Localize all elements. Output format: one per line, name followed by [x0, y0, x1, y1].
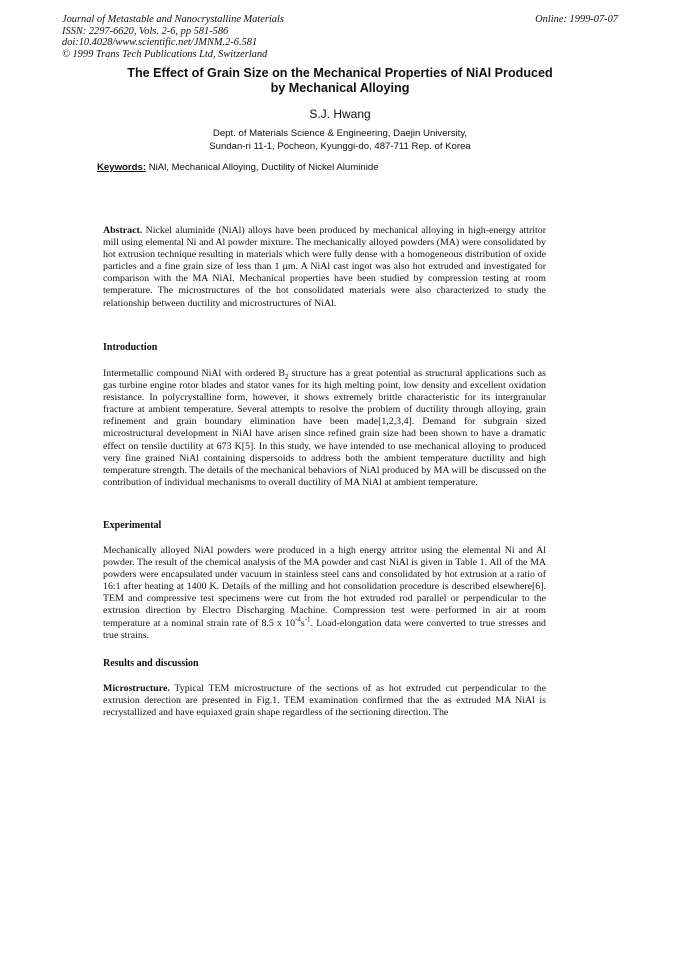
- journal-name: Journal of Metastable and Nanocrystalline Materials: [62, 14, 284, 25]
- exp-unit-s: s: [300, 617, 305, 629]
- doi-line[interactable]: doi:10.4028/www.scientific.net/JMNM.2-6.581: [62, 37, 258, 49]
- abstract-label: Abstract.: [103, 225, 143, 236]
- title-line-2: by Mechanical Alloying: [270, 81, 410, 95]
- intro-text-b: structure has a great potential as structural applications such as gas turbine engine rotor blades and stator vanes for its high melting point, low density and excellent oxidation resistance. In polycrystalline form, however, it shows extremely brittle characteristic for its intergranular fracture at ambient temperature. Several attempts to resolve the problem of ductility through alloying, grain refinement and grain boundary elimination have been made[1,2,3,4]. Demand for subgrain sized microstructural development in NiAl have arisen since refined grain size had been shown to have a dramatic effect on tensile ductility at 673 K[5]. In this study, we have intended to use mechanical alloying to produced very fine grained NiAl containing dispersoids to address both the ambient temperature ductility and high temperature strength. The details of the mechanical behaviors of NiAl produced by MA will be discussed on the contribution of individual mechanisms to overall ductility of MA NiAl at ambient temperature.: [103, 368, 547, 488]
- results-paragraph: [103, 683, 546, 719]
- experimental-paragraph: [103, 545, 546, 642]
- affiliation-line-2: Sundan-ri 11-1, Pocheon, Kyunggi-do, 487-711 Rep. of Korea: [209, 141, 471, 152]
- keywords-list: NiAl, Mechanical Alloying, Ductility of Nickel Aluminide: [148, 162, 379, 173]
- introduction-paragraph: [103, 368, 546, 489]
- author-name: S.J. Hwang: [309, 107, 371, 121]
- intro-text-a: Intermetallic compound NiAl with ordered B: [103, 368, 285, 379]
- issn-line: ISSN: 2297-6620, Vols. 2-6, pp 581-586: [62, 25, 229, 37]
- introduction-heading: Introduction: [103, 342, 158, 353]
- copyright-line: © 1999 Trans Tech Publications Ltd, Switzerland: [62, 48, 268, 60]
- keywords-line: [97, 162, 587, 173]
- keywords-label: Keywords:: [97, 162, 147, 173]
- exp-text-a: Mechanically alloyed NiAl powders were produced in a high energy attritor using the elemental Ni and Al powder. The result of the chemical analysis of the MA powder and cast NiAl is given in Table 1. All of the MA powders were encapsulated under vacuum in stainless steel cans and consolidated by hot extrusion at a ratio of 16:1 after heating at 1400 K. Details of the milling and hot consolidation procedure is described elsewhere[6]. TEM and compressive test specimens were cut from the hot extruded rod parallel or perpendicular to the extrusion direction by Electro Discharging Machine. Compression test were performed in air at room temperature at a nominal strain rate of 8.5 x 10: [103, 545, 546, 629]
- exp-superscript-1: -4: [295, 615, 301, 624]
- results-heading: Results and discussion: [103, 658, 199, 669]
- title-line-1: The Effect of Grain Size on the Mechanical Properties of NiAl Produced: [127, 66, 553, 80]
- abstract-paragraph: [103, 225, 546, 310]
- results-text: Typical TEM microstructure of the sections of as hot extruded cut perpendicular to the extrusion derection are presented in Fig.1. TEM examination confirmed that the as extruded MA NiAl is recrystallized and have equiaxed grain shape regardless of the sectioning direction. The: [103, 683, 546, 719]
- microstructure-label: Microstructure.: [103, 683, 170, 694]
- affiliation-line-1: Dept. of Materials Science & Engineering, Daejin University,: [212, 128, 468, 139]
- abstract-text: Nickel aluminide (NiAl) alloys have been produced by mechanical alloying in high-energy attritor mill using elemental Ni and Al powder mixture. The mechanically alloyed powders (MA) were consolidated by hot extrusion technique resulting in materials which were fully dense with a homogeneous distribution of oxide particles and a fine grain size of less than 1 μm. A NiAl cast ingot was also hot extruded and investigated for comparison with the MA NiAl. Mechanical properties have been studied by compression testing at room temperature. The microstructures of the hot consolidated materials were also characterized to study the relationship between ductility and microstructures of NiAl.: [103, 225, 546, 309]
- affiliation: [62, 127, 618, 153]
- exp-superscript-2: -1: [304, 615, 311, 624]
- intro-subscript: 2: [284, 372, 289, 381]
- exp-text-b: . Load-elongation data were converted to true stresses and true strains.: [103, 617, 546, 641]
- online-date: Online: 1999-07-07: [535, 14, 618, 25]
- running-header: [62, 14, 618, 60]
- experimental-heading: Experimental: [103, 520, 162, 531]
- paper-title: [62, 66, 618, 96]
